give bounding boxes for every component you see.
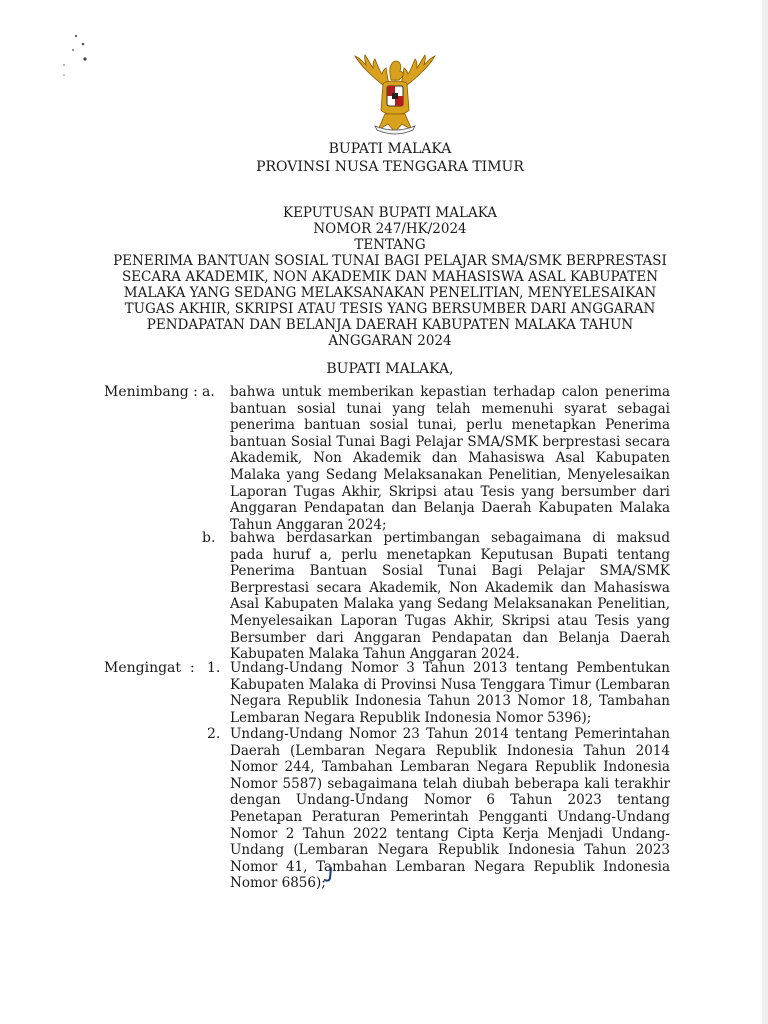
page-edge — [762, 0, 768, 1024]
decree-subject-line: TUGAS AKHIR, SKRIPSI ATAU TESIS YANG BERSUMBER DARI ANGGARAN — [124, 301, 656, 317]
menimbang-item-b: bahwa berdasarkan pertimbangan sebagaimana di maksud pada huruf a, perlu menetapkan Keputusan Bupati tentang Penerima Bantuan Sosial Tunai Bagi Pelajar SMA/SMK Berprestasi secara Akademik, Non Akademik dan Mahasiswa Asal Kabupaten Malaka yang Sedang Melaksanakan Penelitian, Menyelesaikan Laporan Tugas Akhir, Skripsi atau Tesis yang Bersumber dari Anggaran Pendapatan dan Belanja Daerah Kabupaten Malaka Tahun Anggaran 2024. — [230, 530, 670, 663]
paraf-mark-icon — [322, 866, 336, 884]
menimbang-marker-b: b. — [202, 530, 216, 546]
decree-subject-line: PENERIMA BANTUAN SOSIAL TUNAI BAGI PELAJAR SMA/SMK BERPRESTASI — [113, 253, 667, 269]
decree-subject-line: SECARA AKADEMIK, NON AKADEMIK DAN MAHASISWA ASAL KABUPATEN — [121, 269, 659, 285]
issuer-line: BUPATI MALAKA, — [326, 361, 454, 377]
mengingat-marker-2: 2. — [207, 726, 221, 742]
decree-subject-line: PENDAPATAN DAN BELANJA DAERAH KABUPATEN MALAKA TAHUN — [146, 317, 634, 333]
decree-subject-line: MALAKA YANG SEDANG MELAKSANAKAN PENELITIAN, MENYELESAIKAN — [123, 285, 657, 301]
decree-title-block — [60, 205, 720, 349]
mengingat-label: Mengingat — [104, 660, 182, 676]
decree-number: NOMOR 247/HK/2024 — [313, 221, 467, 237]
decree-about: TENTANG — [354, 237, 426, 253]
mengingat-colon: : — [190, 660, 195, 676]
decree-subject-line: ANGGARAN 2024 — [328, 333, 452, 349]
regent-header — [60, 140, 720, 176]
mengingat-item-1: Undang-Undang Nomor 3 Tahun 2013 tentang Pembentukan Kabupaten Malaka di Provinsi Nusa Tenggara Timur (Lembaran Negara Republik Indonesia Tahun 2013 Nomor 18, Tambahan Lembaran Negara Republik Indonesia Nomor 5396); — [230, 660, 670, 726]
garuda-emblem-icon — [347, 52, 443, 138]
header-province: PROVINSI NUSA TENGGARA TIMUR — [256, 159, 524, 175]
menimbang-label: Menimbang : — [104, 384, 198, 400]
mengingat-marker-1: 1. — [207, 660, 221, 676]
scan-specks — [62, 32, 102, 82]
mengingat-item-2: Undang-Undang Nomor 23 Tahun 2014 tentang Pemerintahan Daerah (Lembaran Negara Republik Indonesia Tahun 2014 Nomor 244, Tambahan Lembaran Negara Republik Indonesia Nomor 5587) sebagaimana telah diubah beberapa kali terakhir dengan Undang-Undang Nomor 6 Tahun 2023 tentang Penetapan Peraturan Pemerintah Pengganti Undang-Undang Nomor 2 Tahun 2022 tentang Cipta Kerja Menjadi Undang-Undang (Lembaran Negara Republik Indonesia Tahun 2023 Nomor 41, Tambahan Lembaran Negara Republik Indonesia Nomor 6856); — [230, 726, 670, 892]
menimbang-marker-a: a. — [202, 384, 215, 400]
decree-title: KEPUTUSAN BUPATI MALAKA — [282, 205, 497, 221]
menimbang-item-a: bahwa untuk memberikan kepastian terhadap calon penerima bantuan sosial tunai yang telah memenuhi syarat sebagai penerima bantuan sosial tunai, perlu menetapkan Penerima bantuan Sosial Tunai Bagi Pelajar SMA/SMK berprestasi secara Akademik, Non Akademik dan Mahasiswa Asal Kabupaten Malaka yang Sedang Melaksanakan Penelitian, Menyelesaikan Laporan Tugas Akhir, Skripsi atau Tesis yang bersumber dari Anggaran Pendapatan dan Belanja Daerah Kabupaten Malaka Tahun Anggaran 2024; — [230, 384, 670, 533]
header-regent: BUPATI MALAKA — [328, 141, 452, 157]
